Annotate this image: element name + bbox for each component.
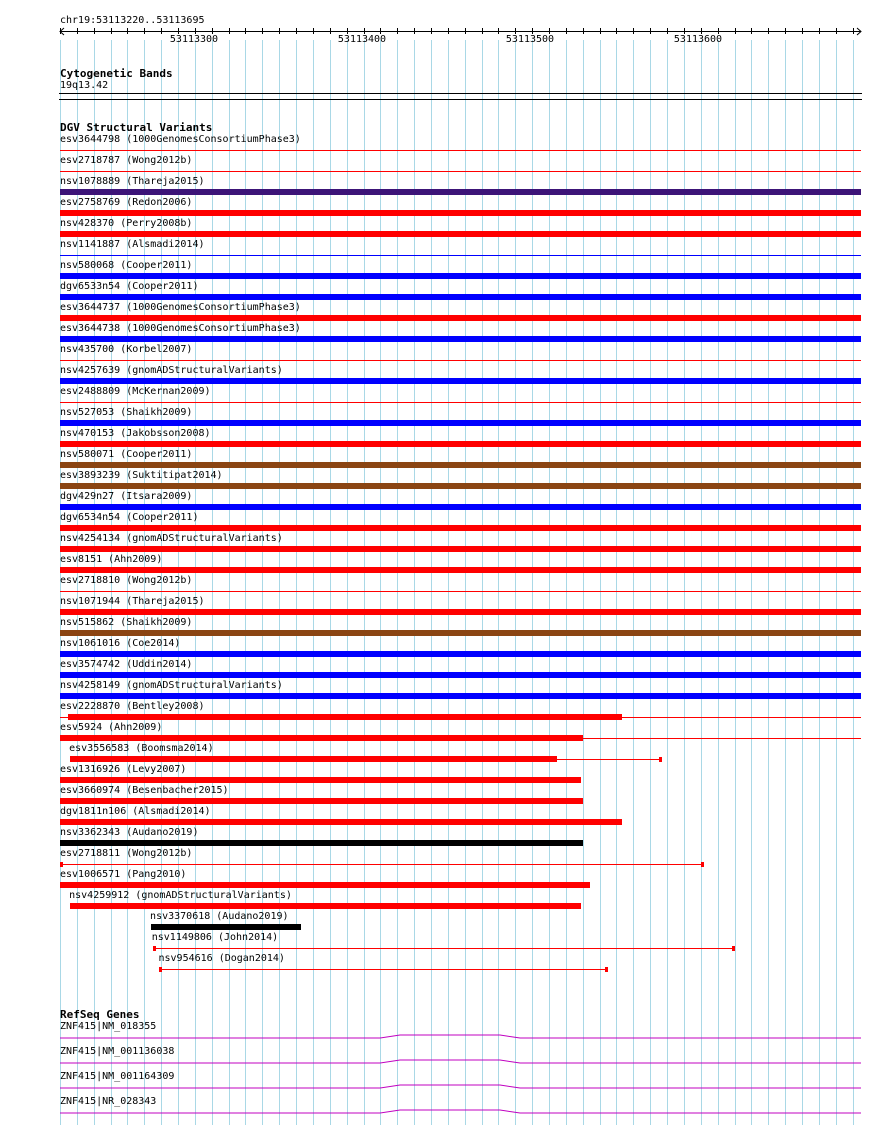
variant-label[interactable]: nsv428370 (Perry2008b): [60, 218, 193, 229]
variant-bar[interactable]: [60, 462, 861, 468]
variant-label[interactable]: dgv6533n54 (Cooper2011): [60, 281, 199, 292]
variant-bar[interactable]: [60, 735, 583, 741]
cytoband-track-title: Cytogenetic Bands: [60, 67, 173, 80]
variant-bar[interactable]: [60, 294, 861, 300]
variant-line[interactable]: [60, 864, 704, 865]
variant-bar[interactable]: [60, 315, 861, 321]
variant-bar[interactable]: [60, 273, 861, 279]
variant-label[interactable]: nsv1149806 (John2014): [151, 932, 279, 943]
variant-label[interactable]: esv3644798 (1000GenomesConsortiumPhase3): [60, 134, 301, 145]
variant-label[interactable]: nsv3370618 (Audano2019): [150, 911, 289, 922]
refseq-track-title: RefSeq Genes: [60, 1008, 140, 1021]
variant-label[interactable]: esv5924 (Ahn2009): [60, 722, 163, 733]
variant-label[interactable]: nsv954616 (Dogan2014): [158, 953, 285, 964]
variant-bar[interactable]: [60, 609, 861, 615]
variant-bar[interactable]: [60, 483, 861, 489]
variant-label[interactable]: nsv1078889 (Thareja2015): [60, 176, 205, 187]
variant-label[interactable]: esv1006571 (Pang2010): [60, 869, 187, 880]
variant-bar[interactable]: [60, 546, 861, 552]
cytoband-label: 19q13.42: [60, 80, 109, 91]
variant-bar[interactable]: [60, 525, 861, 531]
variant-label[interactable]: esv3660974 (Besenbacher2015): [60, 785, 229, 796]
gene-label[interactable]: ZNF415|NM_001136038: [60, 1046, 175, 1057]
variant-label[interactable]: esv8151 (Ahn2009): [60, 554, 163, 565]
variant-line[interactable]: [60, 255, 861, 256]
variant-bar[interactable]: [60, 630, 861, 636]
variant-label[interactable]: nsv580068 (Cooper2011): [60, 260, 193, 271]
variant-label[interactable]: dgv6534n54 (Cooper2011): [60, 512, 199, 523]
variant-label[interactable]: esv3644737 (1000GenomesConsortiumPhase3): [60, 302, 301, 313]
variant-bar[interactable]: [68, 714, 621, 720]
dgv-track-title: DGV Structural Variants: [60, 121, 213, 134]
variant-bar[interactable]: [60, 189, 861, 195]
variant-bar[interactable]: [60, 819, 622, 825]
variant-bar[interactable]: [60, 840, 583, 846]
variant-label[interactable]: esv3574742 (Uddin2014): [60, 659, 193, 670]
variant-label[interactable]: esv1316926 (Levy2007): [60, 764, 187, 775]
gene-feature[interactable]: [60, 1035, 861, 1038]
variant-label[interactable]: nsv580071 (Cooper2011): [60, 449, 193, 460]
variant-label[interactable]: esv2228870 (Bentley2008): [60, 701, 205, 712]
variant-label[interactable]: esv3644738 (1000GenomesConsortiumPhase3): [60, 323, 301, 334]
variant-bar[interactable]: [60, 378, 861, 384]
variant-label[interactable]: nsv515862 (Shaikh2009): [60, 617, 193, 628]
ruler-tick-label: 53113400: [337, 34, 387, 45]
variant-cap-right[interactable]: [732, 946, 735, 951]
variant-label[interactable]: esv2488809 (McKernan2009): [60, 386, 211, 397]
ruler-tick-label: 53113300: [169, 34, 219, 45]
variant-bar[interactable]: [60, 651, 861, 657]
variant-label[interactable]: nsv527053 (Shaikh2009): [60, 407, 193, 418]
variant-line[interactable]: [60, 360, 861, 361]
variant-label[interactable]: nsv4257639 (gnomADStructuralVariants): [60, 365, 283, 376]
variant-label[interactable]: nsv4254134 (gnomADStructuralVariants): [60, 533, 283, 544]
variant-bar[interactable]: [60, 420, 861, 426]
cytoband-line-bottom: [59, 99, 862, 100]
region-label: chr19:53113220..53113695: [60, 15, 205, 26]
gene-label[interactable]: ZNF415|NM_018355: [60, 1021, 157, 1032]
variant-line[interactable]: [60, 171, 861, 172]
variant-bar[interactable]: [60, 504, 861, 510]
variant-label[interactable]: esv2718810 (Wong2012b): [60, 575, 193, 586]
variant-bar[interactable]: [60, 672, 861, 678]
variant-bar[interactable]: [60, 336, 861, 342]
cytoband-line-top: [59, 93, 862, 94]
variant-label[interactable]: nsv470153 (Jakobsson2008): [60, 428, 211, 439]
variant-bar[interactable]: [60, 777, 581, 783]
variant-bar[interactable]: [60, 441, 861, 447]
variant-line[interactable]: [153, 948, 735, 949]
variant-label[interactable]: nsv1061016 (Coe2014): [60, 638, 181, 649]
variant-label[interactable]: esv2758769 (Redon2006): [60, 197, 193, 208]
variant-cap-left[interactable]: [159, 967, 162, 972]
variant-cap-right[interactable]: [701, 862, 704, 867]
variant-cap-left[interactable]: [60, 862, 63, 867]
variant-line[interactable]: [60, 591, 861, 592]
gene-feature[interactable]: [60, 1060, 861, 1063]
variant-label[interactable]: nsv1141887 (Alsmadi2014): [60, 239, 205, 250]
variant-label[interactable]: esv2718811 (Wong2012b): [60, 848, 193, 859]
variant-line[interactable]: [60, 150, 861, 151]
variant-cap-left[interactable]: [70, 757, 73, 762]
gene-feature[interactable]: [60, 1110, 861, 1113]
variant-label[interactable]: esv3893239 (Suktitipat2014): [60, 470, 223, 481]
gene-label[interactable]: ZNF415|NM_001164309: [60, 1071, 175, 1082]
variant-line[interactable]: [159, 969, 608, 970]
ruler-tick-label: 53113600: [673, 34, 723, 45]
variant-label[interactable]: esv3556583 (Boomsma2014): [69, 743, 214, 754]
variant-label[interactable]: nsv4258149 (gnomADStructuralVariants): [60, 680, 283, 691]
variant-cap-left[interactable]: [153, 946, 156, 951]
variant-label[interactable]: esv2718787 (Wong2012b): [60, 155, 193, 166]
variant-label[interactable]: nsv1071944 (Thareja2015): [60, 596, 205, 607]
variant-bar[interactable]: [60, 567, 861, 573]
variant-label[interactable]: nsv4259912 (gnomADStructuralVariants): [69, 890, 292, 901]
gene-feature[interactable]: [60, 1085, 861, 1088]
variant-label[interactable]: nsv435700 (Korbel2007): [60, 344, 193, 355]
variant-bar[interactable]: [70, 756, 557, 762]
variant-line[interactable]: [60, 402, 861, 403]
variant-bar[interactable]: [60, 882, 590, 888]
variant-label[interactable]: nsv3362343 (Audano2019): [60, 827, 199, 838]
variant-bar[interactable]: [60, 798, 583, 804]
variant-label[interactable]: dgv1811n106 (Alsmadi2014): [60, 806, 211, 817]
variant-bar[interactable]: [60, 693, 861, 699]
ruler-tick-label: 53113500: [505, 34, 555, 45]
variant-bar[interactable]: [70, 903, 581, 909]
variant-bar[interactable]: [60, 210, 861, 216]
variant-label[interactable]: dgv429n27 (Itsara2009): [60, 491, 193, 502]
variant-bar[interactable]: [60, 231, 861, 237]
variant-cap-right[interactable]: [659, 757, 662, 762]
variant-cap-right[interactable]: [605, 967, 608, 972]
gene-label[interactable]: ZNF415|NR_028343: [60, 1096, 157, 1107]
variant-bar[interactable]: [151, 924, 301, 930]
